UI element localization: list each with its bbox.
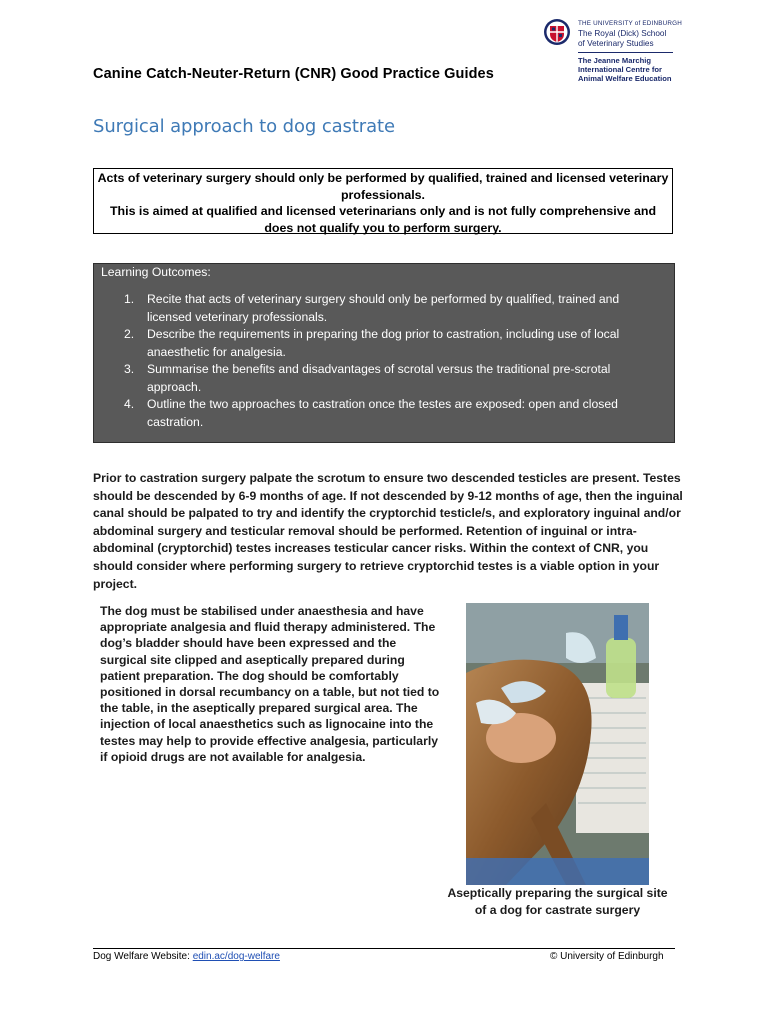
logo-school-name: The Royal (Dick) School of Veterinary Studies [578,29,667,48]
university-crest-icon [543,17,571,47]
logo-centre-name: The Jeanne Marchig International Centre for Animal Welfare Education [578,56,672,83]
learning-outcome-item: 2. Describe the requirements in preparing the dog prior to castration, including use of local anaesthetic for analgesia. [124,327,620,359]
learning-outcome-item: 1. Recite that acts of veterinary surgery should only be performed by qualified, trained and licensed veterinary professionals. [124,292,620,324]
footer-website-link[interactable]: edin.ac/dog-welfare [192,951,280,962]
logo-divider [578,52,673,53]
footer-copyright: © University of Edinburgh [550,951,664,962]
surgical-prep-photo [466,603,649,885]
footer-website-label: Dog Welfare Website: [93,951,193,962]
footer-divider [93,948,675,949]
disclaimer-line-1: Acts of veterinary surgery should only be performed by qualified, trained and licensed veterinary professionals. [97,171,669,202]
photo-caption: Aseptically preparing the surgical site of a dog for castrate surgery [447,886,668,917]
logo-university-name: THE UNIVERSITY of EDINBURGH [578,20,682,27]
intro-paragraph: Prior to castration surgery palpate the scrotum to ensure two descended testicles are present. Testes should be descended by 6-9 months of age. If not descended by 9-12 months of age, then the inguinal canal should be palpated to try and identify the cryptorchid testicle/s, and exploratory inguinal and/or abdominal surgery and testicular removal should be performed. Retention of inguinal or intra-abdominal (cryptorchid) testes increases testicular cancer risks. Within the context of CNR, you should consider where performing surgery to retrieve cryptorchid testes is a viable option in your project. [93,471,683,591]
learning-outcomes-box [93,263,675,443]
surgical-prep-photo-illustration [466,603,649,885]
disclaimer-box [93,168,673,234]
learning-outcomes-title: Learning Outcomes: [101,265,211,279]
disclaimer-line-2: This is aimed at qualified and licensed veterinarians only and is not fully comprehensive and does not qualify you to perform surgery. [109,204,657,235]
section-heading: Surgical approach to dog castrate [93,116,395,137]
learning-outcome-item: 4. Outline the two approaches to castration once the testes are exposed: open and closed castration. [124,397,618,429]
university-logo [543,17,683,87]
learning-outcomes-list [94,291,674,431]
footer-website [93,951,280,962]
procedure-paragraph: The dog must be stabilised under anaesthesia and have appropriate analgesia and fluid therapy administered. The dog’s bladder should have been expressed and the surgical site clipped and aseptically prepared during patient preparation. The dog should be comfortably positioned in dorsal recumbancy on a table, but not tied to the table, in the aseptically prepared surgical area. The injection of local anaesthetics such as lignocaine into the testes may help to provide effective analgesia, particularly if opioid drugs are not available for analgesia. [100,604,440,764]
learning-outcome-item: 3. Summarise the benefits and disadvantages of scrotal versus the traditional pre-scrotal approach. [124,362,611,394]
document-title: Canine Catch-Neuter-Return (CNR) Good Practice Guides [93,66,494,82]
